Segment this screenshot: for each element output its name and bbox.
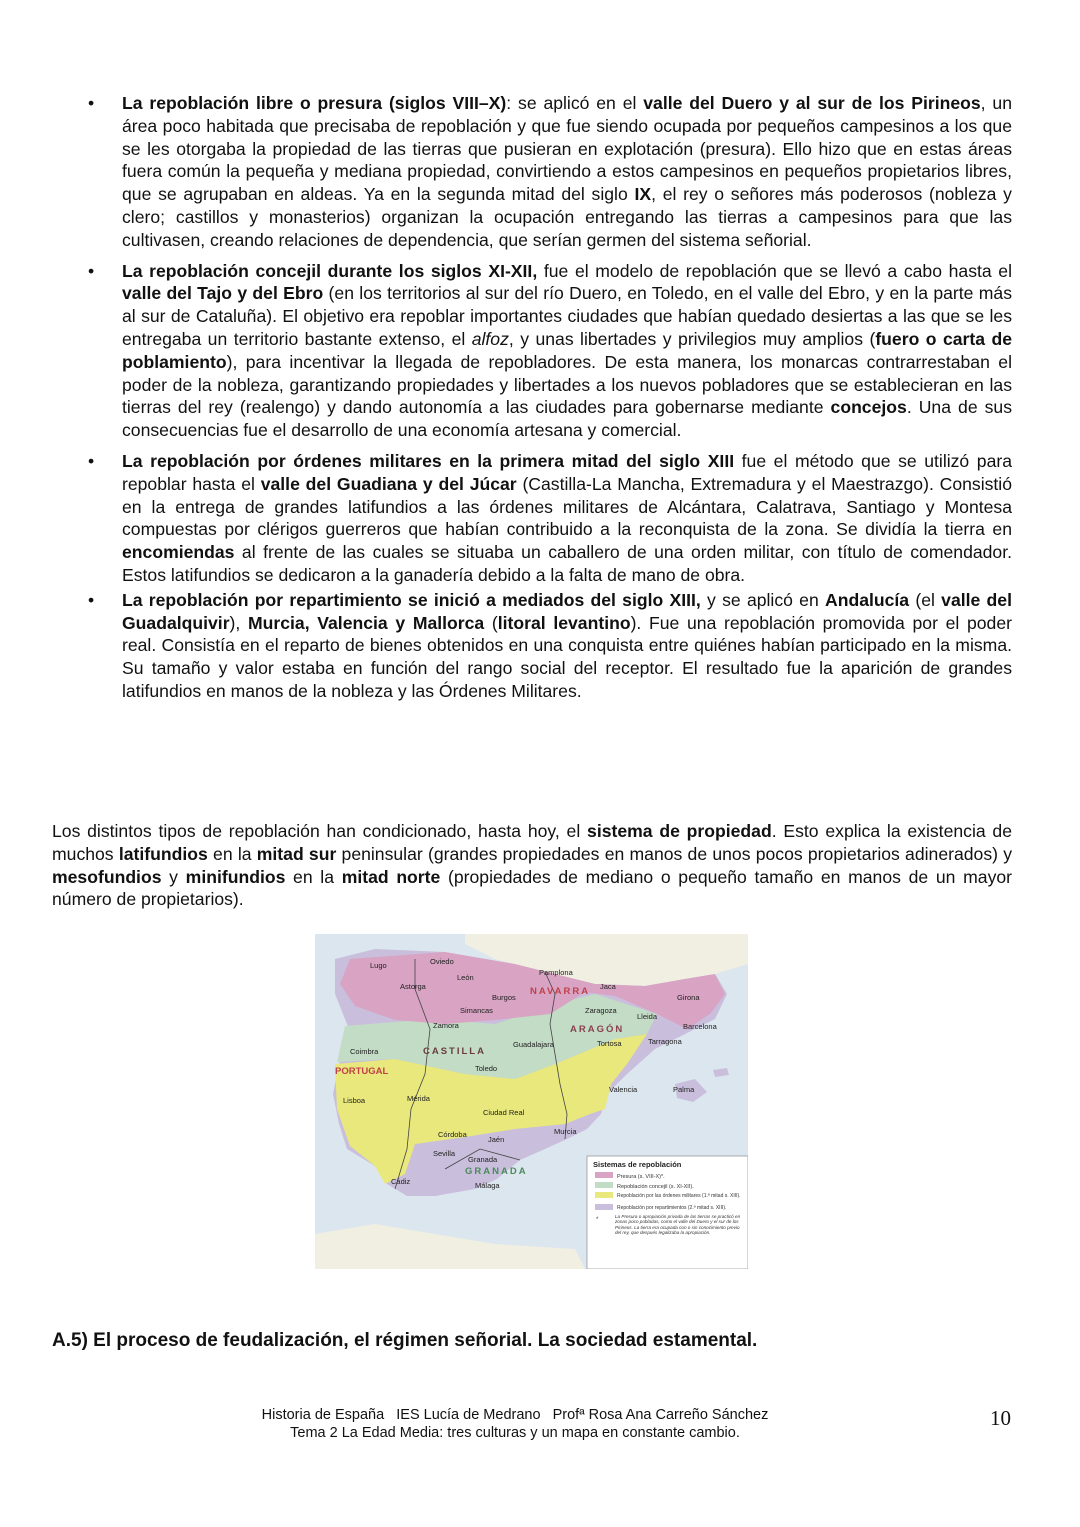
legend-note: La Presura o apropiación privada de las tierras se practicó en zonas poco pobladas, como el valle del Duero y el sur de los Pirineos. La tierra era ocupada con o sin conocimiento previo del rey, que después legalizaba la apropiación. [615,1214,741,1236]
map-label: Córdoba [438,1130,467,1139]
text-run: y [161,866,186,887]
legend-item: Presura (s. VIII-X)*. [617,1174,665,1180]
text-run: al frente de las cuales se situaba un caballero de una orden militar, con título de comendador. Estos latifundios se dedicaron a la ganadería debido a la falta de mano de obra. [122,542,1012,585]
map-label: Málaga [475,1181,500,1190]
bold-text: encomiendas [122,542,235,563]
bold-text: litoral levantino [497,612,631,633]
bold-text: mitad sur [256,843,337,864]
map-label: Burgos [492,993,516,1002]
property-paragraph [52,820,1012,911]
map-label: Lugo [370,961,387,970]
text-run: , y unas libertades y privilegios muy amplios ( [508,328,876,349]
bold-text: minifundios [185,866,286,887]
text-run: fue el modelo de repoblación que se llevó a cabo hasta el [537,260,1012,281]
map-label: Lisboa [343,1096,366,1105]
repopulation-list [88,92,1012,705]
text-run: (en los territorios al sur del río Duero, en Toledo, en el valle del Ebro, y en la parte más al sur de Cataluña). El objetivo era repoblar importantes ciudades que habían quedado desiertas a las que se les entregaba un territorio bastante extenso, el [122,283,1012,349]
section-heading: A.5) El proceso de feudalización, el régimen señorial. La sociedad estamental. [52,1330,758,1351]
text-run: ), [229,612,248,633]
text-run: (Castilla-La Mancha, Extremadura y el Maestrazgo). Consistió en la entrega de grandes latifundios a las órdenes militares de Alcántara, Calatrava, Santiago y Montesa compuestas por clérigos guerreros que habían contribuido a la reconquista de la zona. Se dividía la tierra en [122,473,1012,540]
legend-note-mark: * [596,1217,599,1223]
legend-title: Sistemas de repoblación [593,1160,682,1169]
map-label: Palma [673,1085,695,1094]
map-label: Girona [677,993,700,1002]
text-run: peninsular (grandes propiedades en manos de unos pocos propietarios adinerados) y [336,843,1013,864]
map-label: Astorga [400,982,426,991]
italic-text: alfoz [471,328,509,349]
bullet-presura: • La repoblación libre o presura (siglos VIII–X): se aplicó en el valle del Duero y al sur de los Pirineos, un área poco habitada que precisaba de repoblación y que fue siendo ocupada por pequeños campesinos a los que se les otorgaba la propiedad de las tierras que pusieran en explotación (presura). Ello hizo que en estas áreas fuera común la pequeña y mediana propiedad, convirtiendo a estos campesinos en pequeños propietarios libres, que se agrupaban en aldeas. Ya en la segunda mitad del siglo IX, el rey o señores más poderosos (nobleza y clero; castillos y monasterios) organizan la ocupación entregando las tierras a campesinos para que las cultivasen, creando relaciones de dependencia, que serían germen del sistema señorial. [88,93,1012,250]
text-run: . Una de sus consecuencias fue el desarrollo de una economía artesana y comercial. [122,397,1013,441]
text-run: y se aplicó en [700,589,826,610]
map-region-label: PORTUGAL [335,1066,389,1077]
bold-text: latifundios [118,843,208,864]
text-run: . Esto explica la existencia de muchos [52,821,1012,864]
map-legend [587,1156,748,1269]
bold-text: valle del Tajo y del Ebro [122,283,324,304]
map-label: Tarragona [648,1037,682,1046]
map-label: Coimbra [350,1047,379,1056]
bold-text: IX [634,184,652,205]
text-run: (propiedades de mediano o pequeño tamaño en manos de un mayor número de propietarios). [52,866,1013,910]
bold-text: valle del Duero y al sur de los Pirineos [643,93,981,113]
map-label: Zamora [433,1021,459,1030]
map-label: Cádiz [391,1177,411,1186]
map-label: Sevilla [433,1149,456,1158]
bold-text: concejos [830,397,907,418]
footer-line-2: Tema 2 La Edad Media: tres culturas y un mapa en constante cambio. [290,1425,740,1441]
page-number: 10 [990,1406,1011,1430]
bold-text: La repoblación libre o presura (siglos VIII–X) [122,93,507,113]
bold-text: mesofundios [52,866,162,887]
text-run: en la [207,843,257,864]
map-label: Guadalajara [513,1040,554,1049]
text-run: , el rey o señores más poderosos (nobleza y clero; castillos y monasterios) organizan la ocupación entregando las tierras a campesinos para que las cultivasen, creando relaciones de dependencia, que serían germen del sistema señorial. [122,184,1012,250]
map-label: Oviedo [430,957,454,966]
bold-text: La repoblación concejil durante los siglos XI-XII, [122,260,538,281]
bold-text: sistema de propiedad [587,821,772,841]
map-label: Simancas [460,1006,493,1015]
map-label: León [457,973,474,982]
map-label: Lleida [637,1012,658,1021]
map-label: Zaragoza [585,1006,617,1015]
text-run: ). Fue una repoblación promovida por el poder real. Consistía en el reparto de bienes obtenidos en una conquista entre quiénes habían participado en la misma. Su tamaño y valor estaba en función del rango social del receptor. El resultado fue la aparición de grandes latifundios en manos de la nobleza y las Órdenes Militares. [122,612,1012,701]
map-region-label: GRANADA [465,1166,528,1177]
bullet-concejil: • La repoblación concejil durante los siglos XI-XII, fue el modelo de repoblación que se llevó a cabo hasta el valle del Tajo y del Ebro (en los territorios al sur del río Duero, en Toledo, en el valle del Ebro, y en la parte más al sur de Cataluña). El objetivo era repoblar importantes ciudades que habían quedado desiertas a las que se les entregaba un territorio bastante extenso, el alfoz, y unas libertades y privilegios muy amplios (fuero o carta de poblamiento), para incentivar la llegada de repobladores. De esta manera, los monarcas contrarrestaban el poder de la nobleza, garantizando propiedades y libertades a los nuevos pobladores que se establecieran en las tierras del rey (realengo) y dando autonomía a las ciudades para gobernarse mediante concejos. Una de sus consecuencias fue el desarrollo de una economía artesana y comercial. [88,260,1013,441]
bold-text: La repoblación por repartimiento se inició a mediados del siglo XIII, [122,589,701,610]
map-region-label: CASTILLA [423,1046,486,1057]
legend-item: Repoblación por las órdenes militares (1.ª mitad s. XIII). [617,1193,741,1199]
text-run: (el [909,589,942,610]
text-run: fue el método que se utilizó para repoblar hasta el [122,450,1012,494]
map-label: Mérida [407,1094,430,1103]
text-run: ), para incentivar la llegada de repobladores. De esta manera, los monarcas contrarrestaban el poder de la nobleza, garantizando propiedades y libertades a los nuevos pobladores que se establecieran en las tierras del rey (realengo) y dando autonomía a las ciudades para gobernarse mediante [122,351,1012,418]
repopulation-map [315,934,748,1269]
page-footer [0,1406,1030,1442]
bold-text: mitad norte [341,866,441,887]
bold-text: valle del Guadiana y del Júcar [260,473,517,494]
legend-item: Repoblación concejil (s. XI-XII). [617,1184,694,1190]
map-label: Toledo [475,1064,498,1073]
text-run: en la [285,866,342,887]
bold-text: Andalucía [825,589,910,610]
text-run: : se aplicó en el [506,93,644,113]
map-label: Tortosa [597,1039,622,1048]
map-region-label: NAVARRA [530,986,591,997]
bold-text: fuero o carta de poblamiento [122,328,1012,372]
bullet-ordenes-militares: • La repoblación por órdenes militares en la primera mitad del siglo XIII fue el método que se utilizó para repoblar hasta el valle del Guadiana y del Júcar (Castilla-La Mancha, Extremadura y el Maestrazgo). Consistió en la entrega de grandes latifundios a las órdenes militares de Alcántara, Calatrava, Santiago y Montesa compuestas por clérigos guerreros que habían contribuido a la reconquista de la zona. Se dividía la tierra en encomiendas al frente de las cuales se situaba un caballero de una orden militar, con título de comendador. Estos latifundios se dedicaron a la ganadería debido a la falta de mano de obra. [88,450,1012,585]
map-label: Granada [468,1155,498,1164]
footer-line-1: Historia de España IES Lucía de Medrano Profª Rosa Ana Carreño Sánchez [261,1407,769,1423]
map-label: Valencia [609,1085,638,1094]
map-label: Pamplona [539,968,573,977]
map-label: Ciudad Real [483,1108,525,1117]
bold-text: valle del Guadalquivir [122,589,1012,633]
legend-item: Repoblación por repartimientos (2.ª mitad s. XIII). [617,1205,727,1211]
text-run: ( [484,612,498,633]
text-run: , un área poco habitada que precisaba de repoblación y que fue siendo ocupada por pequeños campesinos a los que se les otorgaba la propiedad de las tierras que pusieran en explotación (presura). Ello hizo que en estas áreas fuera común la pequeña y mediana propiedad, convirtiendo a estos campesinos en pequeños propietarios libres, que se agrupaban en aldeas. Ya en la segunda mitad del siglo [122,93,1012,205]
map-label: Barcelona [683,1022,717,1031]
map-label: Murcia [554,1127,577,1136]
bold-text: La repoblación por órdenes militares en la primera mitad del siglo XIII [122,450,735,471]
text-run: Los distintos tipos de repoblación han condicionado, hasta hoy, el [52,821,588,841]
bullet-repartimiento: • La repoblación por repartimiento se inició a mediados del siglo XIII, y se aplicó en Andalucía (el valle del Guadalquivir), Murcia, Valencia y Mallorca (litoral levantino). Fue una repoblación promovida por el poder real. Consistía en el reparto de bienes obtenidos en una conquista entre quiénes habían participado en la misma. Su tamaño y valor estaba en función del rango social del receptor. El resultado fue la aparición de grandes latifundios en manos de la nobleza y las Órdenes Militares. [88,589,1012,701]
map-label: Jaén [488,1135,505,1144]
map-label: Jaca [600,982,616,991]
bold-text: Murcia, Valencia y Mallorca [247,612,485,633]
map-region-label: ARAGÓN [570,1024,625,1035]
